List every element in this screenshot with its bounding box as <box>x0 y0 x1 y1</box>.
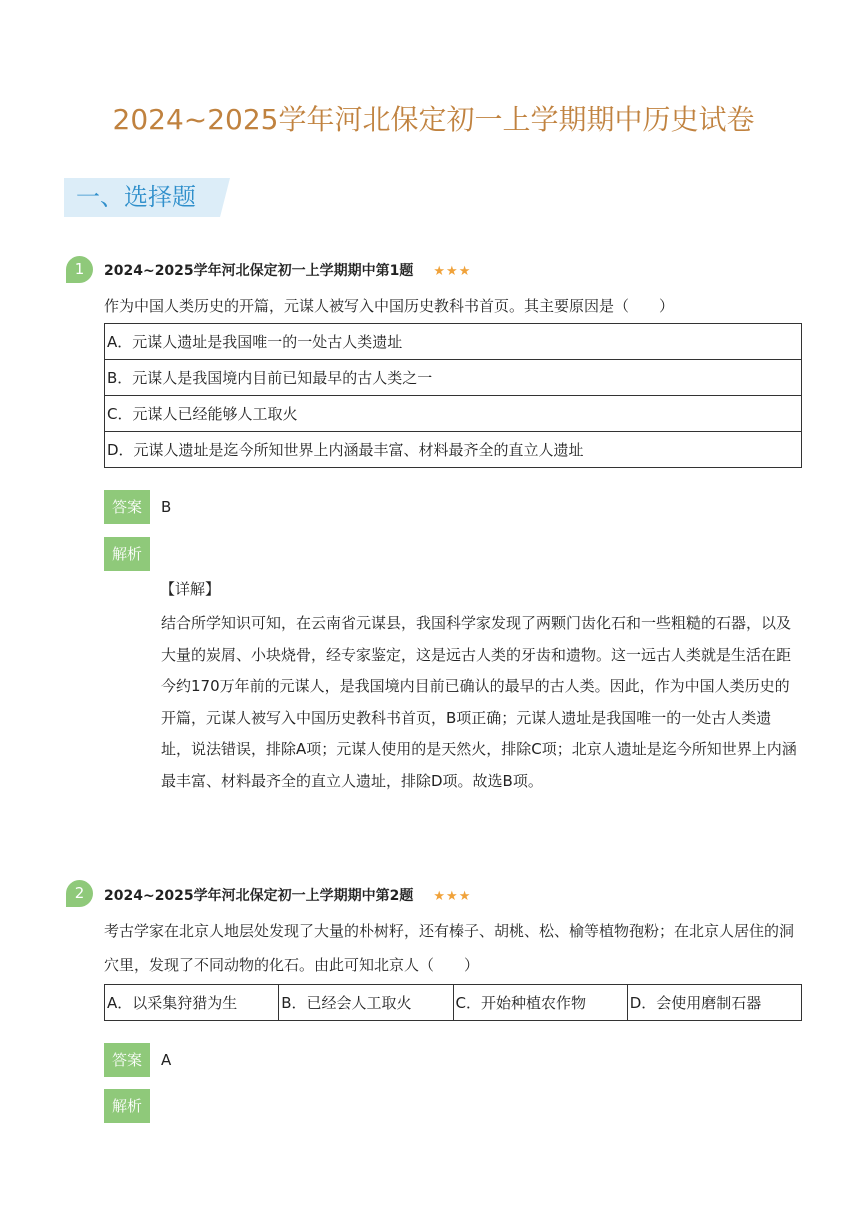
page-title: 2024~2025学年河北保定初一上学期期中历史试卷 <box>112 103 755 136</box>
option-c: C．元谋人已经能够人工取火 <box>105 396 802 432</box>
option-d: D．元谋人遗址是迄今所知世界上内涵最丰富、材料最齐全的直立人遗址 <box>105 432 802 468</box>
options-table <box>104 323 802 468</box>
detail-text: 结合所学知识可知，在云南省元谋县，我国科学家发现了两颗门齿化石和一些粗糙的石器，以及大量的炭屑、小块烧骨，经专家鉴定，这是远古人类的牙齿和遗物。这一远古人类就是生活在距今约170万年前的元谋人，是我国境内目前已确认的最早的古人类。因此，作为中国人类历史的开篇，元谋人被写入中国历史教科书首页，B项正确；元谋人遗址是我国唯一的一处古人类遗址，说法错误，排除A项；元谋人使用的是天然火，排除C项；北京人遗址是迄今所知世界上内涵最丰富、材料最齐全的直立人遗址，排除D项。故选B项。 <box>161 614 797 790</box>
question-source <box>104 886 471 907</box>
option-b: B．元谋人是我国境内目前已知最早的古人类之一 <box>105 360 802 396</box>
option-a: A．以采集狩猎为生 <box>105 985 279 1021</box>
answer-value: B <box>161 498 172 516</box>
option-b: B．已经会人工取火 <box>279 985 453 1021</box>
question-number-badge: 1 <box>66 256 93 283</box>
difficulty-stars-icon: ★★★ <box>433 889 472 904</box>
question-stem: 考古学家在北京人地层处发现了大量的朴树籽，还有榛子、胡桃、松、榆等植物孢粉；在北京人居住的洞穴里，发现了不同动物的化石。由此可知北京人（ ） <box>104 922 795 974</box>
question-source-text: 2024~2025学年河北保定初一上学期期中第1题 <box>104 263 414 279</box>
section-title: 一、选择题 <box>76 183 196 211</box>
section-header <box>64 178 230 217</box>
option-d: D．会使用磨制石器 <box>627 985 801 1021</box>
question-source <box>104 261 471 282</box>
answer-tag: 答案 <box>104 490 150 524</box>
answer-value: A <box>161 1051 172 1069</box>
difficulty-stars-icon: ★★★ <box>433 264 472 279</box>
option-c: C．开始种植农作物 <box>453 985 627 1021</box>
analysis-tag: 解析 <box>104 1089 150 1123</box>
options-table <box>104 984 802 1021</box>
option-a: A．元谋人遗址是我国唯一的一处古人类遗址 <box>105 324 802 360</box>
question-number-badge: 2 <box>66 880 93 907</box>
question-source-text: 2024~2025学年河北保定初一上学期期中第2题 <box>104 888 414 904</box>
question-stem: 作为中国人类历史的开篇，元谋人被写入中国历史教科书首页。其主要原因是（ ） <box>104 297 675 315</box>
detail-heading: 【详解】 <box>160 580 221 598</box>
answer-tag: 答案 <box>104 1043 150 1077</box>
analysis-tag: 解析 <box>104 537 150 571</box>
